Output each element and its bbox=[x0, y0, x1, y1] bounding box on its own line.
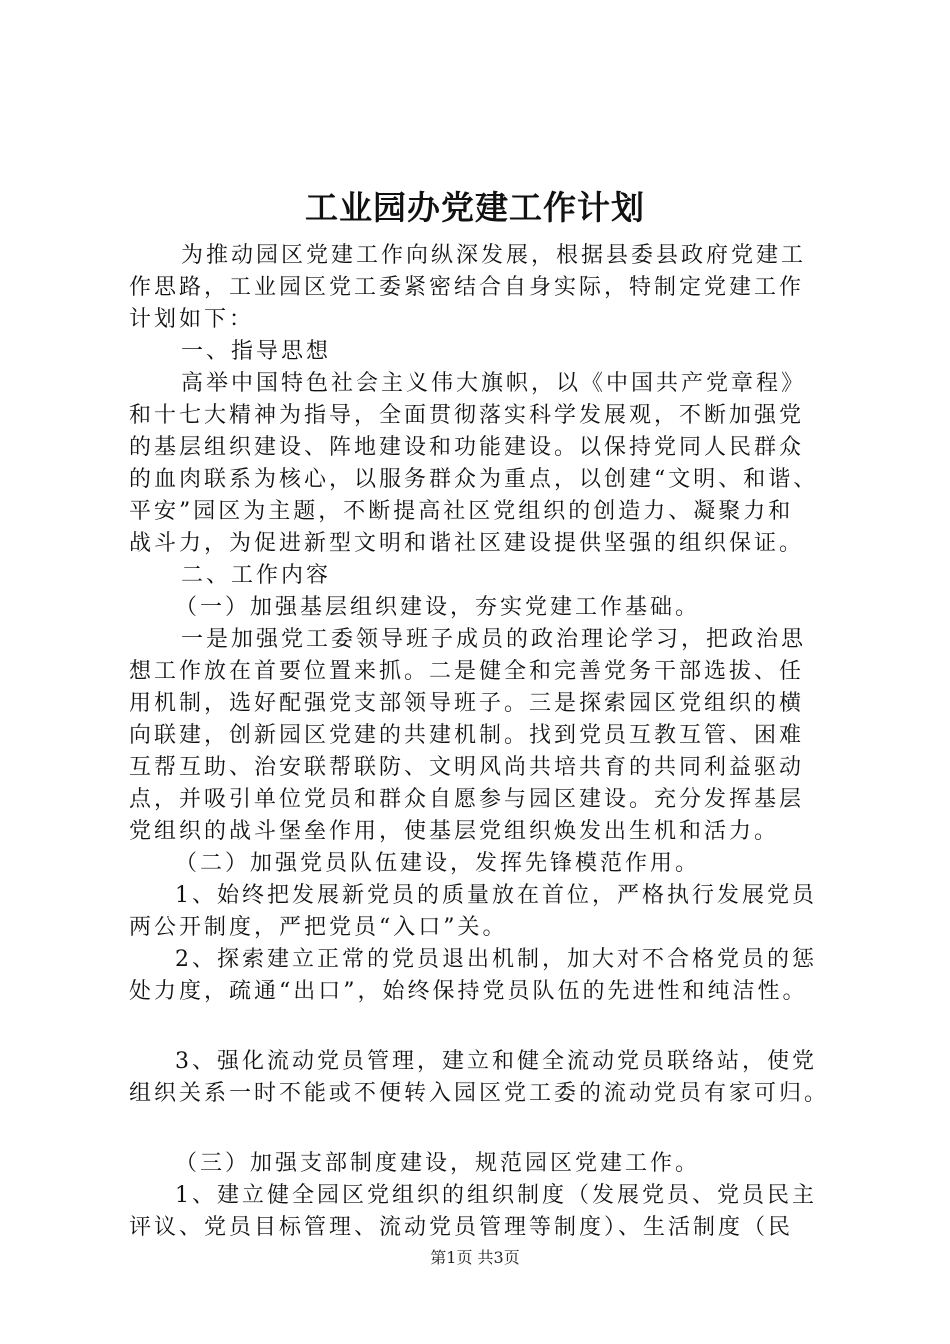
paragraph-line: 两公开制度，严把党员“入口”关。 bbox=[129, 915, 508, 940]
paragraph-line: 1、始终把发展新党员的质量放在首位，严格执行发展党员 bbox=[175, 883, 817, 908]
paragraph-line: 互帮互助、治安联帮联防、文明风尚共培共育的共同利益驱动 bbox=[129, 755, 805, 780]
paragraph-line: 党组织的战斗堡垒作用，使基层党组织焕发出生机和活力。 bbox=[129, 819, 780, 844]
section-heading: 一、指导思想 bbox=[181, 339, 332, 364]
paragraph-line: 组织关系一时不能或不便转入园区党工委的流动党员有家可归。 bbox=[129, 1081, 830, 1106]
paragraph-line: 处力度，疏通“出口”，始终保持党员队伍的先进性和纯洁性。 bbox=[129, 979, 808, 1004]
paragraph-line: 的基层组织建设、阵地建设和功能建设。以保持党同人民群众 bbox=[129, 435, 805, 460]
paragraph-line: 的血肉联系为核心，以服务群众为重点，以创建“文明、和谐、 bbox=[129, 467, 819, 492]
subsection-heading: （一）加强基层组织建设，夯实党建工作基础。 bbox=[175, 595, 701, 620]
paragraph-line: 想工作放在首要位置来抓。二是健全和完善党务干部选拔、任 bbox=[129, 659, 805, 684]
paragraph-line: 计划如下： bbox=[129, 307, 255, 332]
paragraph-line: 高举中国特色社会主义伟大旗帜，以《中国共产党章程》 bbox=[181, 371, 807, 396]
paragraph-line: 一是加强党工委领导班子成员的政治理论学习，把政治思 bbox=[181, 627, 807, 652]
paragraph-gap bbox=[129, 1008, 841, 1046]
paragraph-line: 用机制，选好配强党支部领导班子。三是探索园区党组织的横 bbox=[129, 691, 805, 716]
section-heading: 二、工作内容 bbox=[181, 563, 332, 588]
paragraph-line: 向联建，创新园区党建的共建机制。找到党员互教互管、困难 bbox=[129, 723, 805, 748]
paragraph-line: 1、建立健全园区党组织的组织制度（发展党员、党员民主 bbox=[175, 1183, 817, 1208]
paragraph-gap bbox=[129, 1110, 841, 1148]
document-body bbox=[129, 240, 841, 1244]
paragraph-line: 作思路，工业园区党工委紧密结合自身实际，特制定党建工作 bbox=[129, 275, 805, 300]
paragraph-line: 为推动园区党建工作向纵深发展，根据县委县政府党建工 bbox=[181, 243, 807, 268]
subsection-heading: （二）加强党员队伍建设，发挥先锋模范作用。 bbox=[175, 851, 701, 876]
document-title: 工业园办党建工作计划 bbox=[305, 188, 645, 227]
paragraph-line: 2、探索建立正常的党员退出机制，加大对不合格党员的惩 bbox=[175, 947, 817, 972]
paragraph-line: 评议、党员目标管理、流动党员管理等制度）、生活制度（民 bbox=[129, 1215, 794, 1240]
paragraph-line: 和十七大精神为指导，全面贯彻落实科学发展观，不断加强党 bbox=[129, 403, 805, 428]
paragraph-line: 3、强化流动党员管理，建立和健全流动党员联络站，使党 bbox=[175, 1049, 817, 1074]
paragraph-line: 点，并吸引单位党员和群众自愿参与园区建设。充分发挥基层 bbox=[129, 787, 805, 812]
paragraph-line: 平安”园区为主题，不断提高社区党组织的创造力、凝聚力和 bbox=[129, 499, 794, 524]
subsection-heading: （三）加强支部制度建设，规范园区党建工作。 bbox=[175, 1151, 701, 1176]
page-footer: 第1页 共3页 bbox=[430, 1248, 520, 1267]
paragraph-line: 战斗力，为促进新型文明和谐社区建设提供坚强的组织保证。 bbox=[129, 531, 805, 556]
